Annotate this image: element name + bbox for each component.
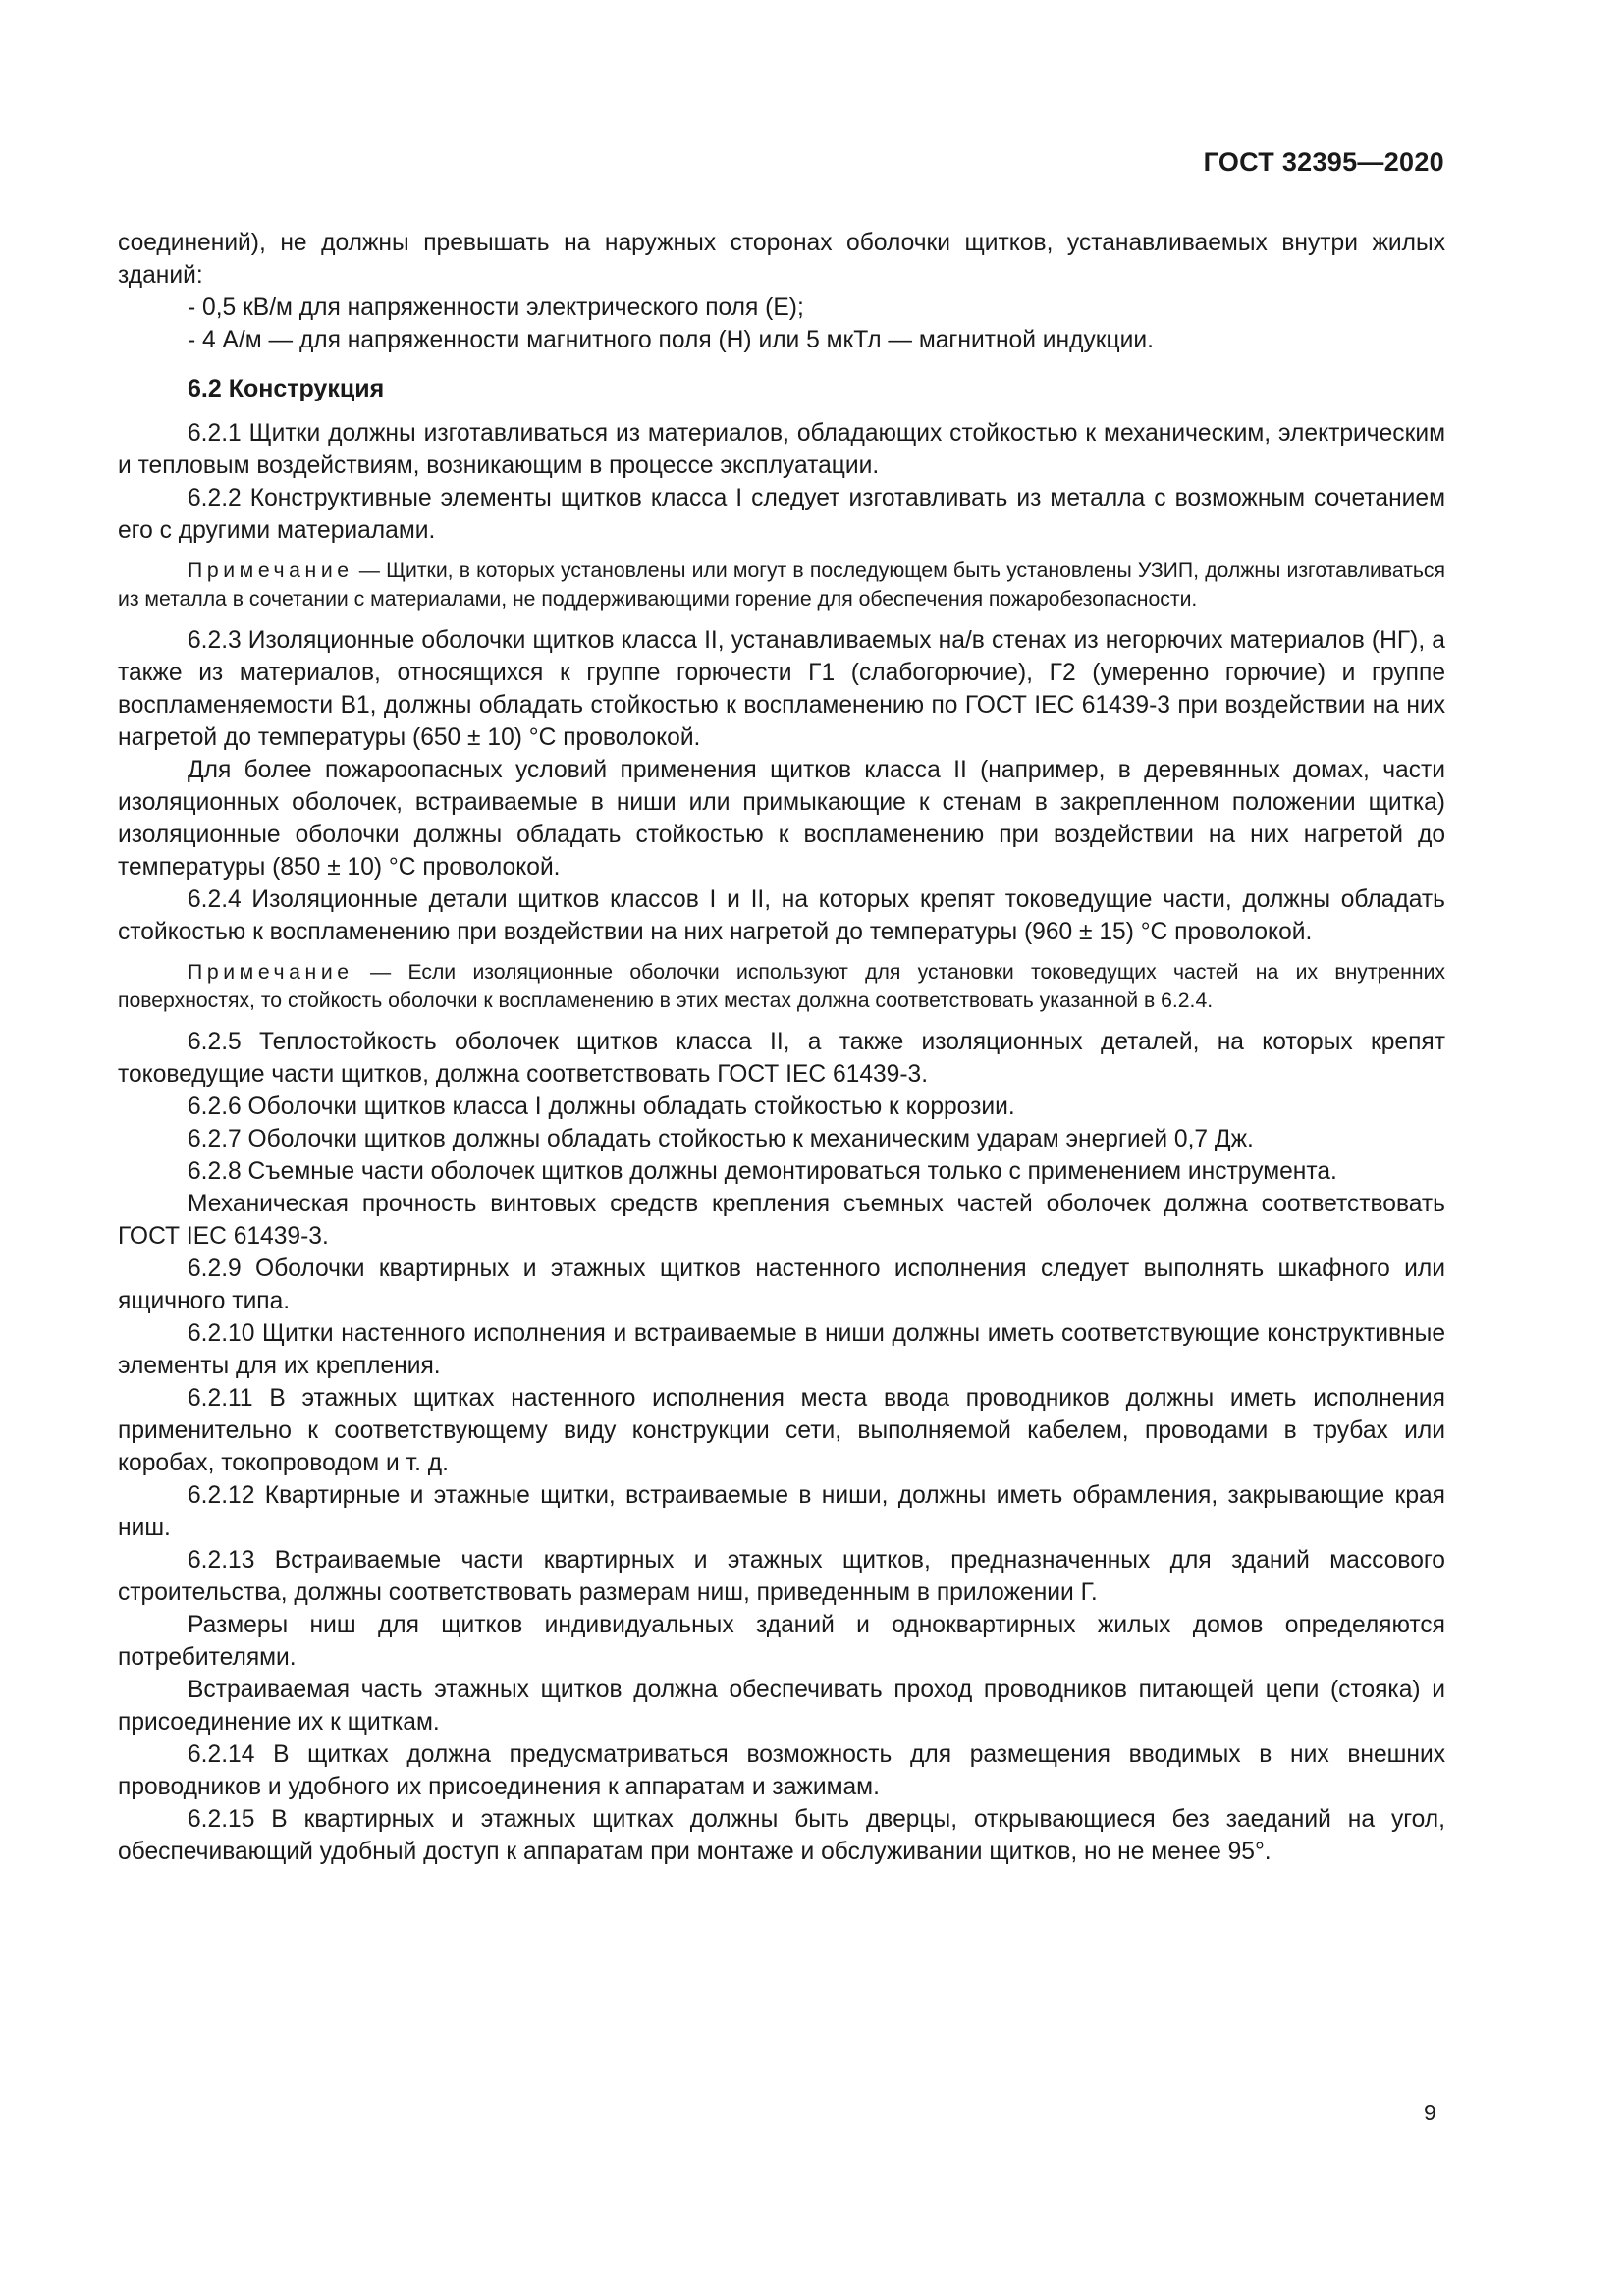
paragraph: 6.2.2 Конструктивные элементы щитков класса I следует изготавливать из металла с возможным сочетанием его с другими материалами. <box>118 485 1445 544</box>
paragraph: 6.2.1 Щитки должны изготавливаться из материалов, обладающих стойкостью к механическим, электрическим и тепловым воздействиям, возникающим в процессе эксплуатации. <box>118 420 1445 479</box>
paragraph: 6.2.6 Оболочки щитков класса I должны обладать стойкостью к коррозии. <box>188 1094 1015 1120</box>
note <box>118 558 1445 614</box>
paragraph: 6.2.3 Изоляционные оболочки щитков класса II, устанавливаемых на/в стенах из негорючих материалов (НГ), а также из материалов, относящихся к группе горючести Г1 (слабогорючие), Г2 (умеренно горючие) и группе воспламеняемости В1, должны обладать стойкостью к воспламенению по ГОСТ IEC 61439-3 при воздействии на них нагретой до температуры (650 ± 10) °С проволокой. <box>118 627 1445 751</box>
note-label: Примечание <box>188 961 353 984</box>
paragraph: Для более пожароопасных условий применения щитков класса II (например, в деревянных домах, части изоляционных оболочек, встраиваемые в ниши или примыкающие к стенам в закрепленном положении щитка) изоляционные оболочки должны обладать стойкостью к воспламенению при воздействии на них нагретой до температуры (850 ± 10) °С проволокой. <box>118 757 1445 881</box>
paragraph: 6.2.11 В этажных щитках настенного исполнения места ввода проводников должны иметь исполнения применительно к соответствующему виду конструкции сети, выполняемой кабелем, проводами в трубах или коробах, токопроводом и т. д. <box>118 1385 1445 1476</box>
paragraph: Размеры ниш для щитков индивидуальных зданий и одноквартирных жилых домов определяются потребителями. <box>118 1612 1445 1671</box>
note <box>118 959 1445 1015</box>
paragraph: 6.2.13 Встраиваемые части квартирных и этажных щитков, предназначенных для зданий массового строительства, должны соответствовать размерам ниш, приведенным в приложении Г. <box>118 1547 1445 1606</box>
note-text: — Если изоляционные оболочки используют для установки токоведущих частей на их внутренних поверхностях, то стойкость оболочки к воспламенению в этих местах должна соответствовать указанной в 6.2.4. <box>118 961 1445 1012</box>
paragraph: Механическая прочность винтовых средств крепления съемных частей оболочек должна соответствовать ГОСТ IEC 61439-3. <box>118 1191 1445 1250</box>
paragraph: 6.2.7 Оболочки щитков должны обладать стойкостью к механическим ударам энергией 0,7 Дж. <box>188 1126 1254 1152</box>
paragraph: 6.2.4 Изоляционные детали щитков классов I и II, на которых крепят токоведущие части, должны обладать стойкостью к воспламенению при воздействии на них нагретой до температуры (960 ± 15) °С проволокой. <box>118 886 1445 945</box>
list-item: - 0,5 кВ/м для напряженности электрического поля (Е); <box>188 294 804 321</box>
list-item: - 4 А/м — для напряженности магнитного поля (Н) или 5 мкТл — магнитной индукции. <box>188 327 1154 353</box>
paragraph: 6.2.10 Щитки настенного исполнения и встраиваемые в ниши должны иметь соответствующие конструктивные элементы для их крепления. <box>118 1320 1445 1379</box>
paragraph: Встраиваемая часть этажных щитков должна обеспечивать проход проводников питающей цепи (стояка) и присоединение их к щиткам. <box>118 1677 1445 1735</box>
paragraph: 6.2.9 Оболочки квартирных и этажных щитков настенного исполнения следует выполнять шкафного или ящичного типа. <box>118 1255 1445 1314</box>
note-label: Примечание <box>188 560 353 582</box>
document-body <box>118 227 1445 1868</box>
paragraph: 6.2.8 Съемные части оболочек щитков должны демонтироваться только с применением инструмента. <box>188 1158 1337 1185</box>
note-text: — Щитки, в которых установлены или могут в последующем быть установлены УЗИП, должны изготавливаться из металла в сочетании с материалами, не поддерживающими горение для обеспечения пожаробезопасности. <box>118 560 1445 611</box>
paragraph: 6.2.5 Теплостойкость оболочек щитков класса II, а также изоляционных деталей, на которых крепят токоведущие части щитков, должна соответствовать ГОСТ IEC 61439-3. <box>118 1029 1445 1088</box>
paragraph: 6.2.14 В щитках должна предусматриваться возможность для размещения вводимых в них внешних проводников и удобного их присоединения к аппаратам и зажимам. <box>118 1741 1445 1800</box>
document-header-code: ГОСТ 32395—2020 <box>1203 147 1444 177</box>
section-heading: 6.2 Конструкция <box>188 375 385 402</box>
paragraph: 6.2.12 Квартирные и этажные щитки, встраиваемые в ниши, должны иметь обрамления, закрывающие края ниш. <box>118 1482 1445 1541</box>
paragraph: 6.2.15 В квартирных и этажных щитках должны быть дверцы, открывающиеся без заеданий на угол, обеспечивающий удобный доступ к аппаратам при монтаже и обслуживании щитков, но не менее 95°. <box>118 1806 1445 1865</box>
paragraph: соединений), не должны превышать на наружных сторонах оболочки щитков, устанавливаемых внутри жилых зданий: <box>118 230 1445 289</box>
page-number: 9 <box>1424 2100 1436 2125</box>
